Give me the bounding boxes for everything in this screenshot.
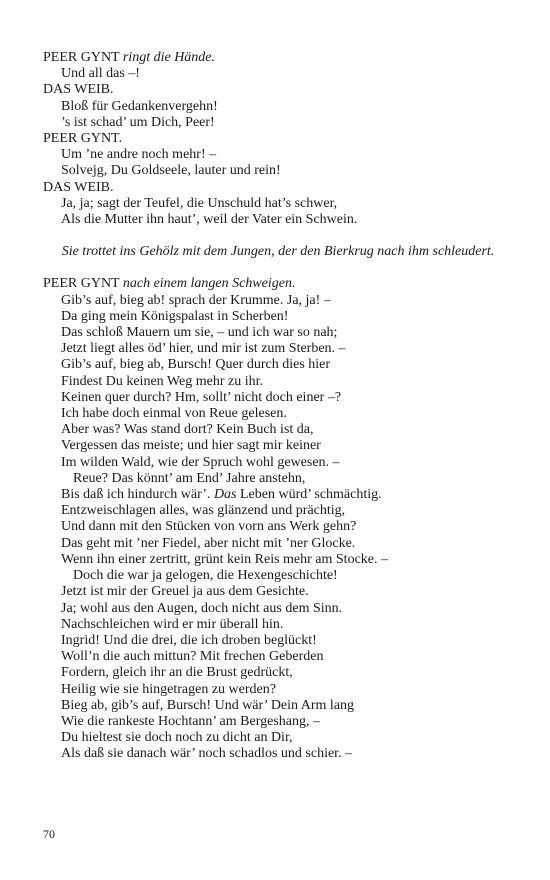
verse-line: Entzweischlagen alles, was glänzend und prächtig,: [61, 503, 346, 519]
verse-line: Du hieltest sie doch noch zu dicht an Dir,: [61, 730, 293, 746]
verse-line: Gib’s auf, bieg ab, Bursch! Quer durch dies hier: [61, 357, 331, 373]
verse-line: Das schloß Mauern um sie, – und ich war so nah;: [61, 325, 338, 341]
dialogue-block-1: [43, 50, 513, 228]
speaker-name: PEER GYNT.: [43, 131, 123, 147]
verse-line: Als die Mutter ihn haut’, weil der Vater ein Schwein.: [61, 212, 358, 228]
verse-line: Jetzt ist mir der Greuel ja aus dem Gesichte.: [61, 584, 309, 600]
verse-line: Da ging mein Königspalast in Scherben!: [61, 308, 289, 324]
verse-line: Heilig wie sie hingetragen zu werden?: [61, 681, 276, 697]
speaker-line: [43, 276, 513, 292]
verse-line: [43, 487, 513, 503]
verse-text: Bis daß ich hindurch wär’.: [61, 487, 214, 503]
page-number: 70: [43, 827, 55, 841]
verse-line: ’s ist schad’ um Dich, Peer!: [61, 114, 215, 130]
verse-line: Gib’s auf, bieg ab! sprach der Krumme. Ja, ja! –: [61, 292, 331, 308]
speaker-line: [43, 131, 513, 147]
verse-line: Das geht mit ’ner Fiedel, aber nicht mit ’ner Glocke.: [61, 535, 356, 551]
verse-line: Doch die war ja gelogen, die Hexengeschichte!: [73, 568, 338, 584]
verse-text: Leben würd’ schmächtig.: [236, 487, 382, 503]
verse-line: Wenn ihn einer zertritt, grünt kein Reis mehr am Stocke. –: [61, 551, 389, 567]
verse-line: Ja; wohl aus den Augen, doch nicht aus dem Sinn.: [61, 600, 343, 616]
verse-line: Woll’n die auch mittun? Mit frechen Geberden: [61, 649, 324, 665]
speaker-direction: ringt die Hände.: [122, 50, 216, 65]
speaker-direction: nach einem langen Schweigen.: [122, 276, 296, 292]
verse-line: Um ’ne andre noch mehr! –: [61, 147, 217, 163]
verse-line: Ich habe doch einmal von Reue gelesen.: [61, 406, 287, 422]
verse-line: Wie die rankeste Hochtann’ am Bergeshang, –: [61, 713, 320, 729]
spacer: [43, 228, 513, 244]
speaker-name: PEER GYNT: [43, 276, 120, 292]
speaker-name: DAS WEIB.: [43, 179, 114, 195]
spacer: [43, 260, 513, 276]
verse-line: Als daß sie danach wär’ noch schadlos und schier. –: [61, 746, 353, 762]
verse-line: Ingrid! Und die drei, die ich droben beglückt!: [61, 632, 317, 648]
verse-line: Bloß für Gedankenvergehn!: [61, 98, 218, 114]
verse-line: Ja, ja; sagt der Teufel, die Unschuld hat’s schwer,: [61, 195, 338, 211]
speaker-line: [43, 50, 513, 66]
verse-line: Und all das –!: [61, 66, 140, 82]
verse-line: Nachschleichen wird er mir überall hin.: [61, 616, 284, 632]
verse-line: Keinen quer durch? Hm, sollt’ nicht doch einer –?: [61, 389, 342, 405]
speaker-line: [43, 180, 513, 196]
verse-line: Jetzt liegt alles öd’ hier, und mir ist zum Sterben. –: [61, 341, 346, 357]
stage-direction: Sie trottet ins Gehölz mit dem Jungen, der den Bierkrug nach ihm schleudert.: [61, 244, 495, 260]
verse-line: Im wilden Wald, wie der Spruch wohl gewesen. –: [61, 454, 340, 470]
verse-line: Fordern, gleich ihr an die Brust gedrückt,: [61, 665, 293, 681]
verse-line: Aber was? Was stand dort? Kein Buch ist da,: [61, 422, 314, 438]
speaker-name: DAS WEIB.: [43, 82, 114, 98]
verse-line: Solvejg, Du Goldseele, lauter und rein!: [61, 163, 281, 179]
speaker-line: [43, 82, 513, 98]
speaker-name: PEER GYNT: [43, 50, 120, 65]
verse-emphasis: Das: [213, 487, 237, 503]
verse-line: Und dann mit den Stücken von vorn ans Werk gehn?: [61, 519, 357, 535]
verse-line: Bieg ab, gib’s auf, Bursch! Und wär’ Dein Arm lang: [61, 697, 355, 713]
dialogue-block-2: [43, 293, 513, 763]
verse-line: Findest Du keinen Weg mehr zu ihr.: [61, 373, 263, 389]
verse-line: Vergessen das meiste; und hier sagt mir keiner: [61, 438, 321, 454]
play-text: [43, 50, 513, 763]
verse-line: Reue? Das könnt’ am End’ Jahre anstehn,: [73, 470, 306, 486]
